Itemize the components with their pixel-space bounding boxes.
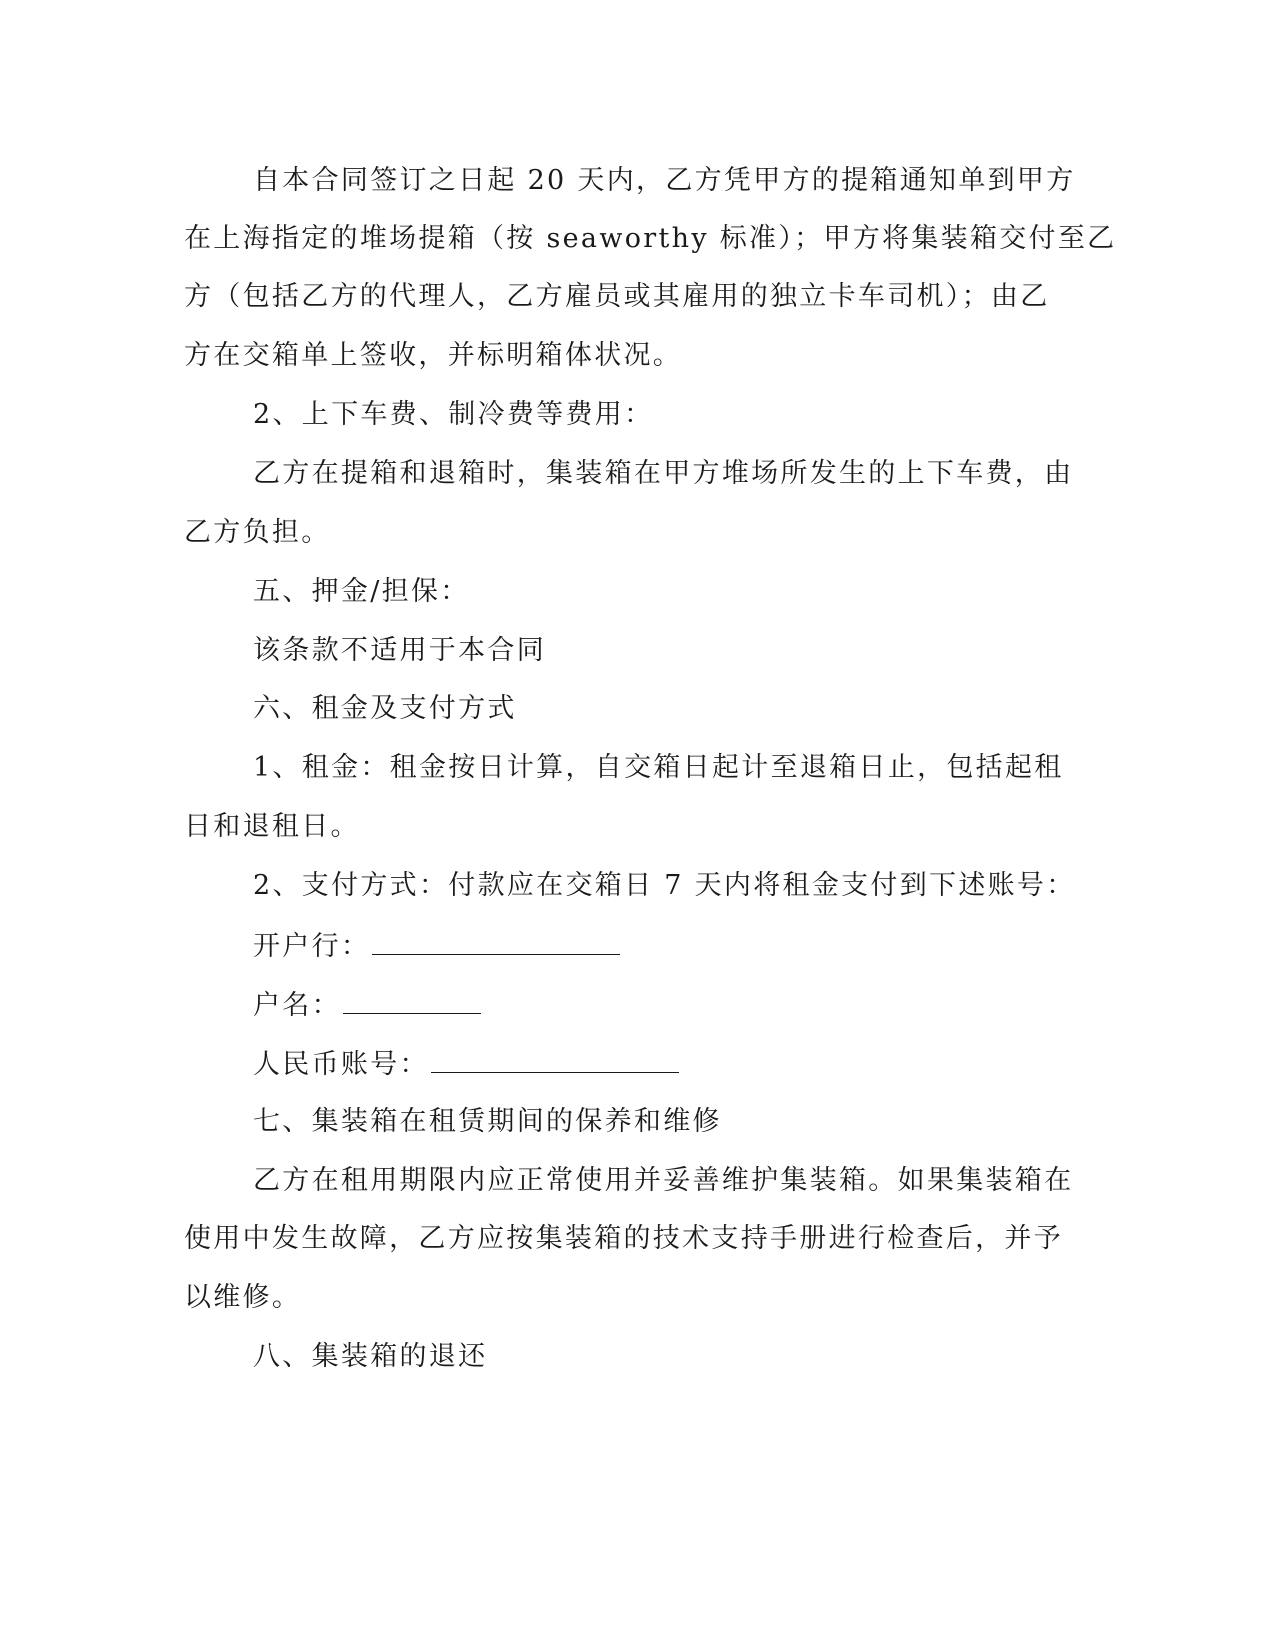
paragraph-line: 以维修。 (184, 1282, 302, 1313)
section-heading: 六、租金及支付方式 (253, 693, 517, 724)
section-heading: 八、集装箱的退还 (253, 1341, 488, 1372)
paragraph-line: 在上海指定的堆场提箱（按 seaworthy 标准）；甲方将集装箱交付至乙 (184, 223, 1117, 254)
paragraph-line: 乙方负担。 (184, 517, 331, 548)
paragraph-line: 乙方在提箱和退箱时，集装箱在甲方堆场所发生的上下车费，由 (253, 458, 1074, 489)
paragraph-line: 自本合同签订之日起 20 天内，乙方凭甲方的提箱通知单到甲方 (253, 165, 1076, 196)
rmb-account-label: 人民币账号： (253, 1049, 429, 1080)
section-heading: 2、上下车费、制冷费等费用： (253, 399, 654, 430)
bank-label: 开户行： (253, 931, 371, 962)
paragraph-line: 使用中发生故障，乙方应按集装箱的技术支持手册进行检查后，并予 (184, 1223, 1063, 1254)
rmb-account-blank (431, 1046, 679, 1073)
paragraph-line: 方在交箱单上签收，并标明箱体状况。 (184, 340, 683, 371)
account-name-field (253, 987, 481, 1023)
section-heading: 七、集装箱在租赁期间的保养和维修 (253, 1106, 722, 1137)
bank-field (253, 928, 620, 964)
account-name-label: 户名： (253, 990, 341, 1021)
paragraph-line: 乙方在租用期限内应正常使用并妥善维护集装箱。如果集装箱在 (253, 1165, 1074, 1196)
paragraph-line: 2、支付方式：付款应在交箱日 7 天内将租金支付到下述账号： (253, 870, 1076, 901)
paragraph-line: 1、租金：租金按日计算，自交箱日起计至退箱日止，包括起租 (253, 752, 1064, 783)
paragraph-line: 日和退租日。 (184, 811, 360, 842)
paragraph-line: 该条款不适用于本合同 (253, 635, 546, 666)
section-heading: 五、押金/担保： (253, 576, 470, 607)
account-name-blank (343, 987, 481, 1014)
bank-blank (372, 928, 620, 955)
rmb-account-field (253, 1046, 679, 1082)
paragraph-line: 方（包括乙方的代理人，乙方雇员或其雇用的独立卡车司机）；由乙 (184, 281, 1050, 312)
